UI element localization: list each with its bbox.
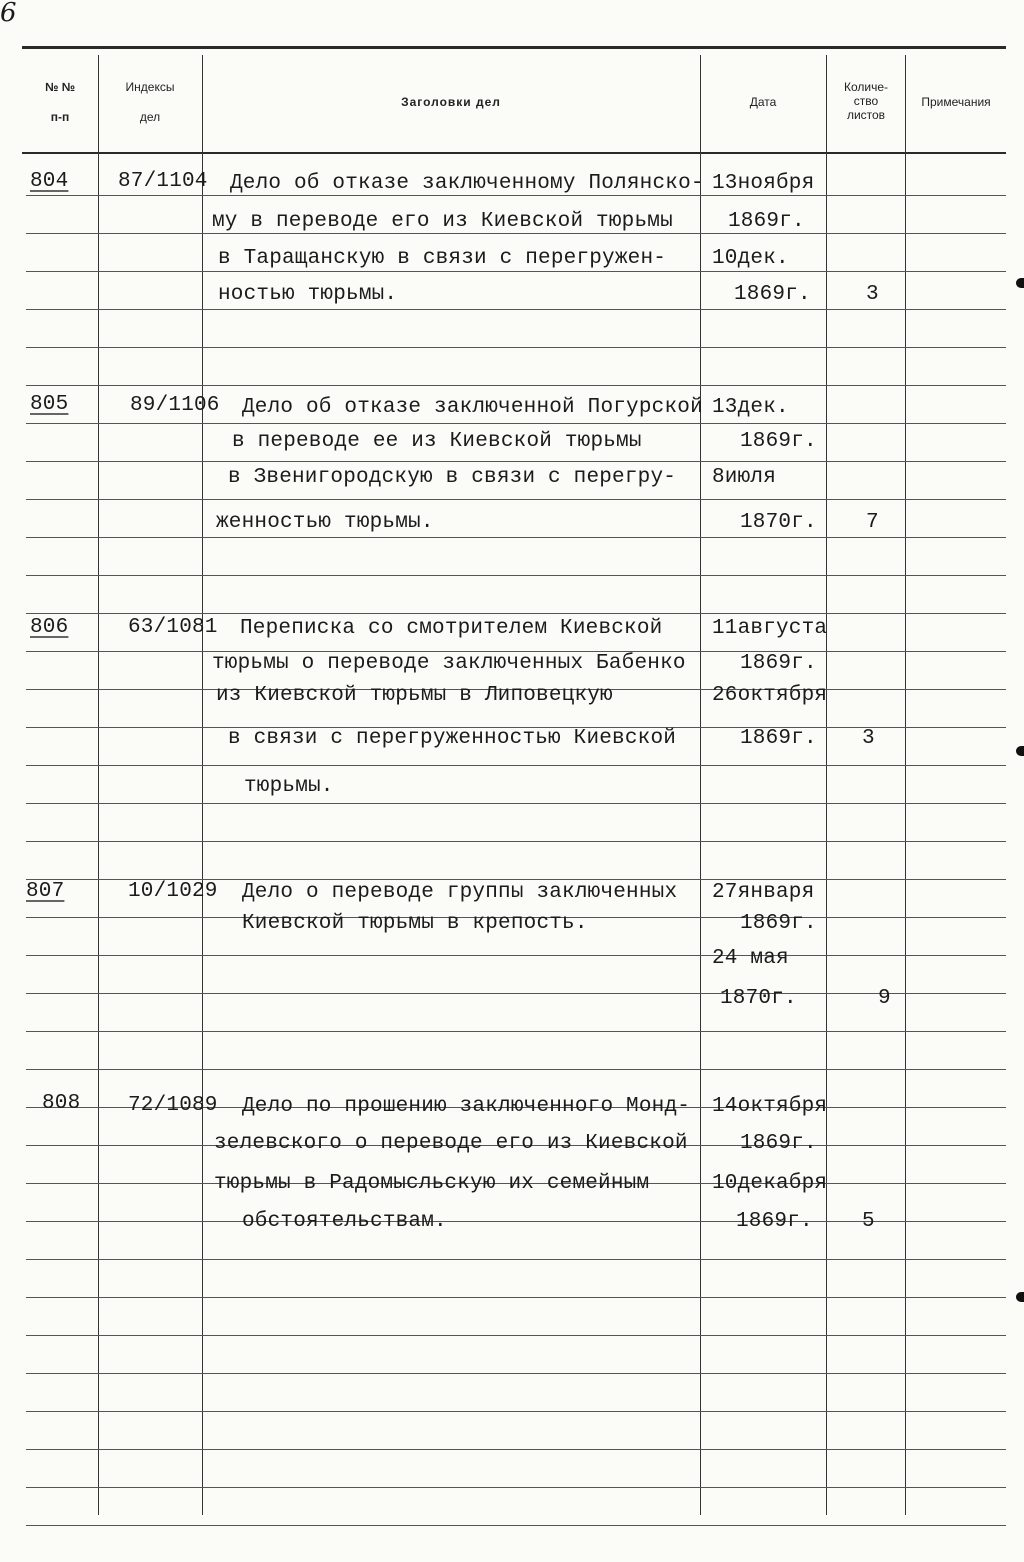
ruled-line xyxy=(26,1297,1006,1298)
entry-title-line: из Киевской тюрьмы в Липовецкую xyxy=(216,684,613,707)
header-title: Заголовки дел xyxy=(401,95,501,109)
ruled-line xyxy=(26,1373,1006,1374)
entry-date-end: 10дек. xyxy=(712,247,789,270)
header-sheets-line: ство xyxy=(853,94,879,108)
ruled-line xyxy=(26,1411,1006,1412)
entry-date-start: 27января xyxy=(712,881,815,904)
ruled-line xyxy=(26,765,1006,766)
entry-title-line: му в переводе его из Киевской тюрьмы xyxy=(212,210,673,233)
ruled-line xyxy=(26,537,1006,538)
header-sheets xyxy=(828,80,904,122)
entry-date-end-year: 1869г. xyxy=(734,283,811,306)
entry-title-line: тюрьмы. xyxy=(244,775,334,798)
entry-date-end-year: 1869г. xyxy=(740,727,817,750)
entry-sheet-count: 5 xyxy=(862,1210,875,1233)
entry-title-line: ностью тюрьмы. xyxy=(218,283,398,306)
column-divider xyxy=(826,55,827,1515)
entry-sheet-count: 3 xyxy=(866,283,879,306)
entry-title-line: в связи с перегруженностью Киевской xyxy=(228,727,677,750)
entry-title-line: Дело об отказе заключенной Погурской xyxy=(242,396,703,419)
entry-number: 805 xyxy=(30,393,69,416)
entry-title-line: Переписка со смотрителем Киевской xyxy=(240,617,663,640)
entry-index: 89/1106 xyxy=(130,394,220,417)
entry-index: 63/1081 xyxy=(128,616,218,639)
entry-date-start: 13ноября xyxy=(712,172,815,195)
header-sheets-line: листов xyxy=(846,108,886,122)
header-rule xyxy=(22,152,1006,154)
ruled-line xyxy=(26,461,1006,462)
binding-mark xyxy=(1016,1292,1024,1302)
ruled-line xyxy=(26,575,1006,576)
header-number-line: п-п xyxy=(50,110,70,124)
ruled-line xyxy=(26,1335,1006,1336)
entry-number: 807 xyxy=(26,880,65,903)
ruled-line xyxy=(26,955,1006,956)
page-number: 6 xyxy=(0,0,17,28)
ruled-line xyxy=(26,423,1006,424)
header-index-line: дел xyxy=(139,110,161,124)
entry-date-end-year: 1870г. xyxy=(740,511,817,534)
entry-title-line: в переводе ее из Киевской тюрьмы xyxy=(232,430,642,453)
ruled-line xyxy=(26,347,1006,348)
ruled-line xyxy=(26,1259,1006,1260)
entry-title-line: Дело о переводе группы заключенных xyxy=(242,881,678,904)
entry-date-start-year: 1869г. xyxy=(740,652,817,675)
entry-title-line: в Таращанскую в связи с перегружен- xyxy=(218,247,667,270)
entry-index: 10/1029 xyxy=(128,880,218,903)
header-notes: Примечания xyxy=(921,95,991,109)
entry-date-start-year: 1869г. xyxy=(740,912,817,935)
entry-title-line: в Звенигородскую в связи с перегру- xyxy=(228,466,677,489)
ruled-line xyxy=(26,271,1006,272)
entry-date-end: 24 мая xyxy=(712,947,789,970)
entry-title-line: Дело об отказе заключенному Полянско- xyxy=(230,172,704,195)
column-divider xyxy=(905,55,906,1515)
ruled-line xyxy=(26,309,1006,310)
entry-date-end: 26октября xyxy=(712,684,828,707)
entry-number: 808 xyxy=(42,1092,81,1115)
column-divider xyxy=(98,55,99,1515)
binding-mark xyxy=(1016,746,1024,756)
entry-date-start: 13дек. xyxy=(712,396,789,419)
ruled-line xyxy=(26,613,1006,614)
binding-mark xyxy=(1016,278,1024,288)
entry-title-line: Дело по прошению заключенного Монд- xyxy=(242,1095,691,1118)
ruled-line xyxy=(26,841,1006,842)
header-number xyxy=(30,80,90,124)
header-index xyxy=(104,80,196,124)
entry-title-line: тюрьмы в Радомысльскую их семейным xyxy=(214,1172,650,1195)
header-number-line: № № xyxy=(44,80,76,94)
entry-date-end-year: 1870г. xyxy=(720,987,797,1010)
entry-title-line: Киевской тюрьмы в крепость. xyxy=(242,912,588,935)
entry-sheet-count: 9 xyxy=(878,987,891,1010)
entry-date-end: 10декабря xyxy=(712,1172,828,1195)
ruled-line xyxy=(26,1031,1006,1032)
entry-sheet-count: 7 xyxy=(866,511,879,534)
column-divider xyxy=(700,55,701,1515)
entry-title-line: женностью тюрьмы. xyxy=(216,511,434,534)
entry-date-start: 14октября xyxy=(712,1095,828,1118)
ruled-line xyxy=(26,385,1006,386)
column-divider xyxy=(202,55,203,1515)
ruled-line xyxy=(26,993,1006,994)
ruled-line xyxy=(26,803,1006,804)
entry-title-line: зелевского о переводе его из Киевской xyxy=(214,1132,688,1155)
entry-date-start: 11августа xyxy=(712,617,828,640)
top-rule xyxy=(22,46,1006,49)
entry-sheet-count: 3 xyxy=(862,727,875,750)
entry-number: 806 xyxy=(30,616,69,639)
ruled-line xyxy=(26,1487,1006,1488)
ruled-line xyxy=(26,499,1006,500)
entry-number: 804 xyxy=(30,170,69,193)
ruled-line xyxy=(26,1221,1006,1222)
header-index-line: Индексы xyxy=(125,80,175,94)
entry-index: 87/1104 xyxy=(118,170,208,193)
entry-title-line: тюрьмы о переводе заключенных Бабенко xyxy=(212,652,686,675)
ruled-line xyxy=(26,1069,1006,1070)
ruled-line xyxy=(26,1449,1006,1450)
entry-date-end: 8июля xyxy=(712,466,777,489)
entry-date-start-year: 1869г. xyxy=(740,1132,817,1155)
ruled-line xyxy=(26,1525,1006,1526)
header-date: Дата xyxy=(749,95,777,109)
entry-date-start-year: 1869г. xyxy=(728,210,805,233)
entry-date-end-year: 1869г. xyxy=(736,1210,813,1233)
entry-title-line: обстоятельствам. xyxy=(242,1210,447,1233)
header-sheets-line: Количе- xyxy=(843,80,889,94)
entry-index: 72/1089 xyxy=(128,1094,218,1117)
entry-date-start-year: 1869г. xyxy=(740,430,817,453)
